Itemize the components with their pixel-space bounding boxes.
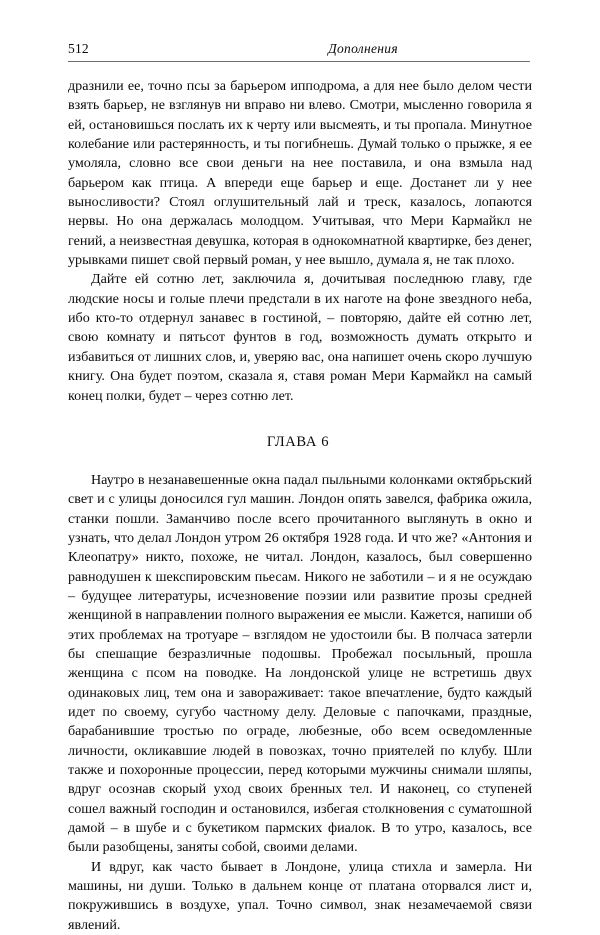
page-number: 512 bbox=[68, 41, 89, 56]
paragraph-continued: дразнили ее, точно псы за барьером ипподрома, а для нее было делом чести взять барьер, не взглянув ни вправо ни влево. Смотри, мысленно говорила я ей, остановишься послать их к черту или высмеять, и ты пропала. Минутное колебание или растерянность, и ты погибнешь. Думай только о прыжке, я ее умоляла, словно все свои деньги на нее поставила, и она взмыла над барьером как птица. А впереди еще барьер и еще. Достанет ли у нее выносливости? Стоял оглушительный лай и треск, казалось, лопаются нервы. Но она держалась молодцом. Учитывая, что Мери Кармайкл не гений, а неизвестная девушка, которая в однокомнатной квартирке, без денег, урывками пишет свой первый роман, у нее вышло, думала я, не так плохо. bbox=[68, 78, 532, 269]
paragraph: И вдруг, как часто бывает в Лондоне, улица стихла и замерла. Ни машины, ни души. Только в дальнем конце от платана оторвался лист и, покружившись в воздухе, упал. Точно символ, знак незамечаемой связи явлений. bbox=[68, 858, 532, 933]
chapter-heading: ГЛАВА 6 bbox=[266, 433, 330, 450]
running-head bbox=[68, 40, 532, 64]
body-text bbox=[68, 77, 532, 935]
header-divider bbox=[68, 61, 530, 62]
running-head-title: Дополнения bbox=[328, 41, 398, 56]
page-content bbox=[68, 40, 532, 935]
paragraph: Наутро в незанавешенные окна падал пыльными колонками октябрьский свет и с улицы доносился гул машин. Лондон опять завелся, фабрика ожила, станки пошли. Заманчиво после всего прочитанного выглянуть в окно и узнать, что делал Лондон утром 26 октября 1928 года. И что же? «Антония и Клеопатру» никто, похоже, не читал. Лондон, казалось, был совершенно равнодушен к шекспировским пьесам. Никого не заботили – и я не осуждаю – будущее литературы, исчезновение поэзии или развитие прозы средней женщиной в направлении полного выражения ее мысли. Кажется, напиши об этих проблемах на тротуаре – взглядом не удостоили бы. В полчаса затерли бы спешащие безразличные подошвы. Пробежал посыльный, прошла женщина с псом на поводке. На лондонской улице не встретишь двух одинаковых лиц, тем она и завораживает: такое впечатление, будто каждый идет по своему, сугубо частному делу. Деловые с папочками, праздные, барабанившие тростью по ограде, любезные, обо всем осведомленные личности, окликавшие людей в повозках, точно приятелей по клубу. Шли также и похоронные процессии, перед которыми мужчины снимали шляпы, вдруг осознав скорый уход своих бренных тел. И наконец, со ступеней сошел важный господин и остановился, избегая столкновения с суматошной дамой – в шубе и с букетиком пармских фиалок. В то утро, казалось, все были разобщены, заняты собой, своими делами. bbox=[68, 471, 532, 856]
paragraph: Дайте ей сотню лет, заключила я, дочитывая последнюю главу, где людские носы и голые плечи предстали в их наготе на фоне звездного неба, ибо кто-то отдернул занавес в гостиной, – повторяю, дайте ей сотню лет, свою комнату и пятьсот фунтов в год, возможность думать открыто и избавиться от лишних слов, и, уверяю вас, она напишет очень скоро лучшую книгу. Она будет поэтом, сказала я, ставя роман Мери Кармайкл на самый конец полки, будет – через сотню лет. bbox=[68, 271, 532, 404]
